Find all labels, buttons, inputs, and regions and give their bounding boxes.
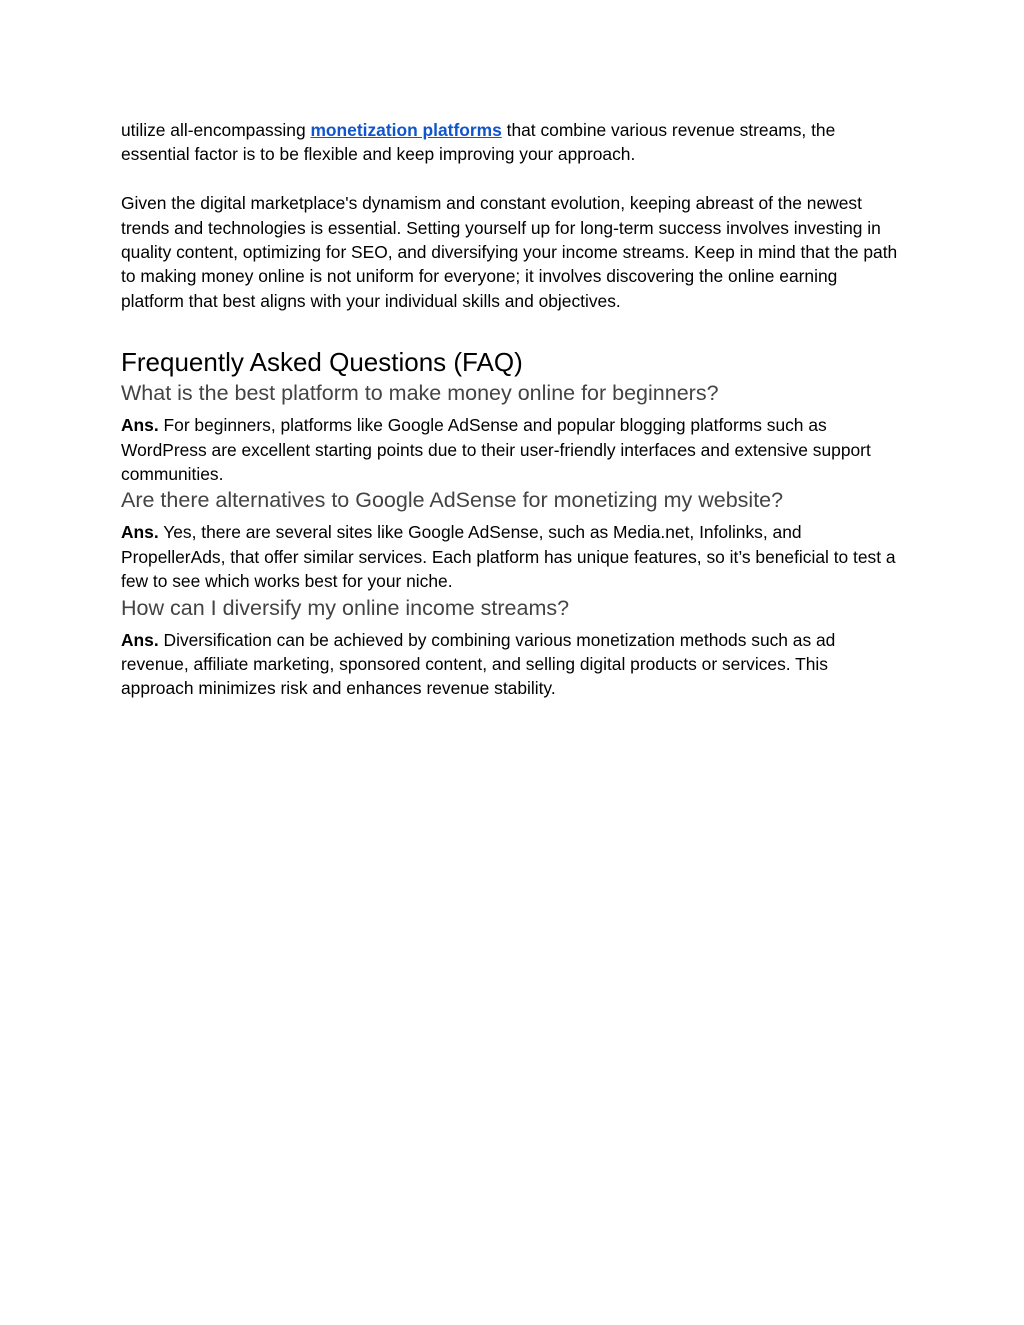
answer-text: Diversification can be achieved by combining various monetization methods such as ad revenue, affiliate marketing, sponsored content, and selling digital products or services. This approach minimizes risk and enhances revenue stability. [121, 629, 836, 699]
faq-question-2: Are there alternatives to Google AdSense for monetizing my website? [121, 488, 784, 513]
answer-label: Ans. [121, 415, 159, 436]
faq-answer-1 [121, 413, 901, 486]
answer-label: Ans. [121, 522, 159, 543]
answer-text: Yes, there are several sites like Google AdSense, such as Media.net, Infolinks, and PropellerAds, that offer similar services. Each platform has unique features, so it’s beneficial to test a few to see which works best for your niche. [121, 522, 896, 592]
answer-label: Ans. [121, 629, 159, 650]
faq-heading: Frequently Asked Questions (FAQ) [121, 347, 523, 378]
intro-paragraph-2: Given the digital marketplace's dynamism and constant evolution, keeping abreast of the newest trends and technologies is essential. Setting yourself up for long-term success involves investing in quality content, optimizing for SEO, and diversifying your income streams. Keep in mind that the path to making money online is not uniform for everyone; it involves discovering the online earning platform that best aligns with your individual skills and objectives. [121, 193, 898, 311]
intro-text-after-link: that combine various revenue streams, the essential factor is to be flexible and keep improving your approach. [121, 120, 836, 165]
faq-question-3: How can I diversify my online income streams? [121, 595, 570, 620]
faq-question-1: What is the best platform to make money online for beginners? [121, 381, 719, 406]
intro-paragraph-1 [121, 118, 901, 167]
monetization-platforms-link[interactable]: monetization platforms [310, 120, 502, 140]
faq-answer-2 [121, 520, 901, 593]
answer-text: For beginners, platforms like Google AdSense and popular blogging platforms such as WordPress are excellent starting points due to their user-friendly interfaces and extensive support communities. [121, 415, 871, 485]
faq-answer-3 [121, 628, 901, 701]
intro-text-before-link: utilize all-encompassing [121, 120, 311, 140]
document-page [121, 118, 901, 701]
